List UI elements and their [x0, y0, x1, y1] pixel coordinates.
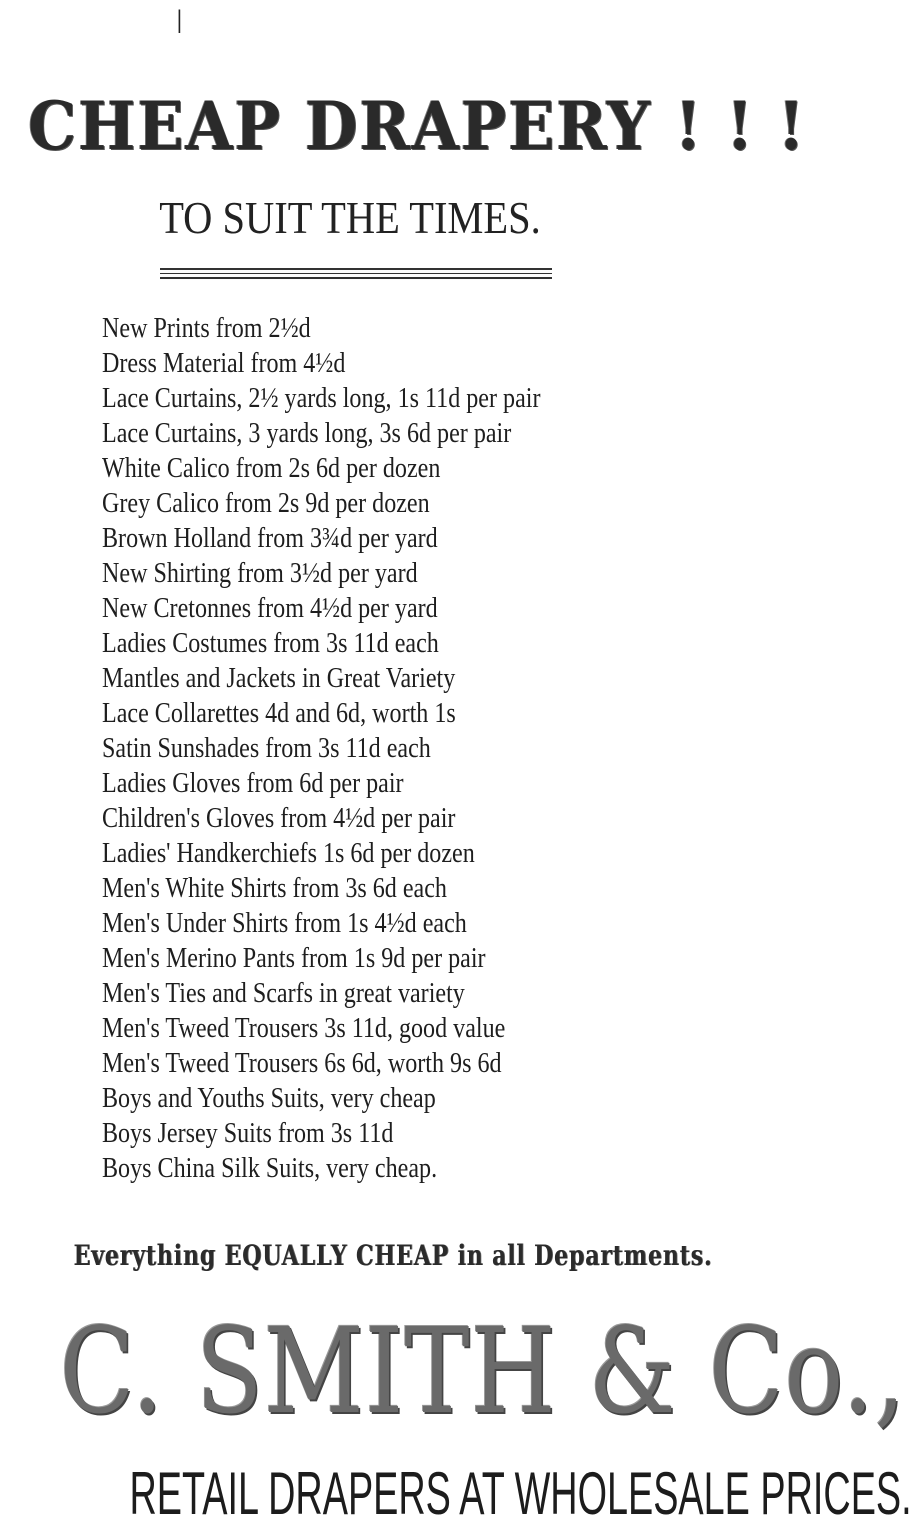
price-list-item: Men's White Shirts from 3s 6d each	[102, 873, 447, 904]
price-list-item: White Calico from 2s 6d per dozen	[102, 453, 441, 484]
price-list-item: Lace Curtains, 3 yards long, 3s 6d per pair	[102, 418, 512, 449]
price-list-item: Men's Under Shirts from 1s 4½d each	[102, 908, 467, 939]
price-list-item: Brown Holland from 3¾d per yard	[102, 523, 438, 554]
price-list-item: Men's Merino Pants from 1s 9d per pair	[102, 943, 486, 974]
price-list-item: Ladies Costumes from 3s 11d each	[102, 628, 439, 659]
price-list-item: Ladies Gloves from 6d per pair	[102, 768, 404, 799]
price-list-item: Boys Jersey Suits from 3s 11d	[102, 1118, 394, 1149]
ad-headline: CHEAP DRAPERY ! ! !	[28, 87, 807, 165]
price-list-item: Men's Ties and Scarfs in great variety	[102, 978, 465, 1009]
decorative-rule	[160, 268, 552, 270]
price-list-item: Lace Collarettes 4d and 6d, worth 1s	[102, 698, 456, 729]
price-list-item: New Cretonnes from 4½d per yard	[102, 593, 438, 624]
company-name: C. SMITH & Co.,	[59, 1302, 907, 1440]
price-list-item: Children's Gloves from 4½d per pair	[102, 803, 456, 834]
price-list-item: Men's Tweed Trousers 6s 6d, worth 9s 6d	[102, 1048, 502, 1079]
print-blemish: ǀ	[176, 4, 183, 41]
price-list-item: Lace Curtains, 2½ yards long, 1s 11d per pair	[102, 383, 541, 414]
ad-tagline: Everything EQUALLY CHEAP in all Departments.	[73, 1239, 713, 1272]
price-list-item: Mantles and Jackets in Great Variety	[102, 663, 456, 694]
price-list-item: Dress Material from 4½d	[102, 348, 346, 379]
ad-subheadline: TO SUIT THE TIMES.	[159, 192, 541, 243]
price-list-item: Ladies' Handkerchiefs 1s 6d per dozen	[102, 838, 475, 869]
price-list-item: Satin Sunshades from 3s 11d each	[102, 733, 431, 764]
price-list	[102, 311, 698, 1186]
ad-footer-slogan: RETAIL DRAPERS AT WHOLESALE PRICES.	[129, 1460, 912, 1527]
price-list-item: New Shirting from 3½d per yard	[102, 558, 418, 589]
price-list-item: Boys and Youths Suits, very cheap	[102, 1083, 436, 1114]
price-list-item: New Prints from 2½d	[102, 313, 311, 344]
price-list-item: Grey Calico from 2s 9d per dozen	[102, 488, 430, 519]
price-list-item: Men's Tweed Trousers 3s 11d, good value	[102, 1013, 506, 1044]
price-list-item: Boys China Silk Suits, very cheap.	[102, 1153, 438, 1184]
decorative-rule	[160, 273, 552, 274]
decorative-rule	[160, 277, 552, 279]
